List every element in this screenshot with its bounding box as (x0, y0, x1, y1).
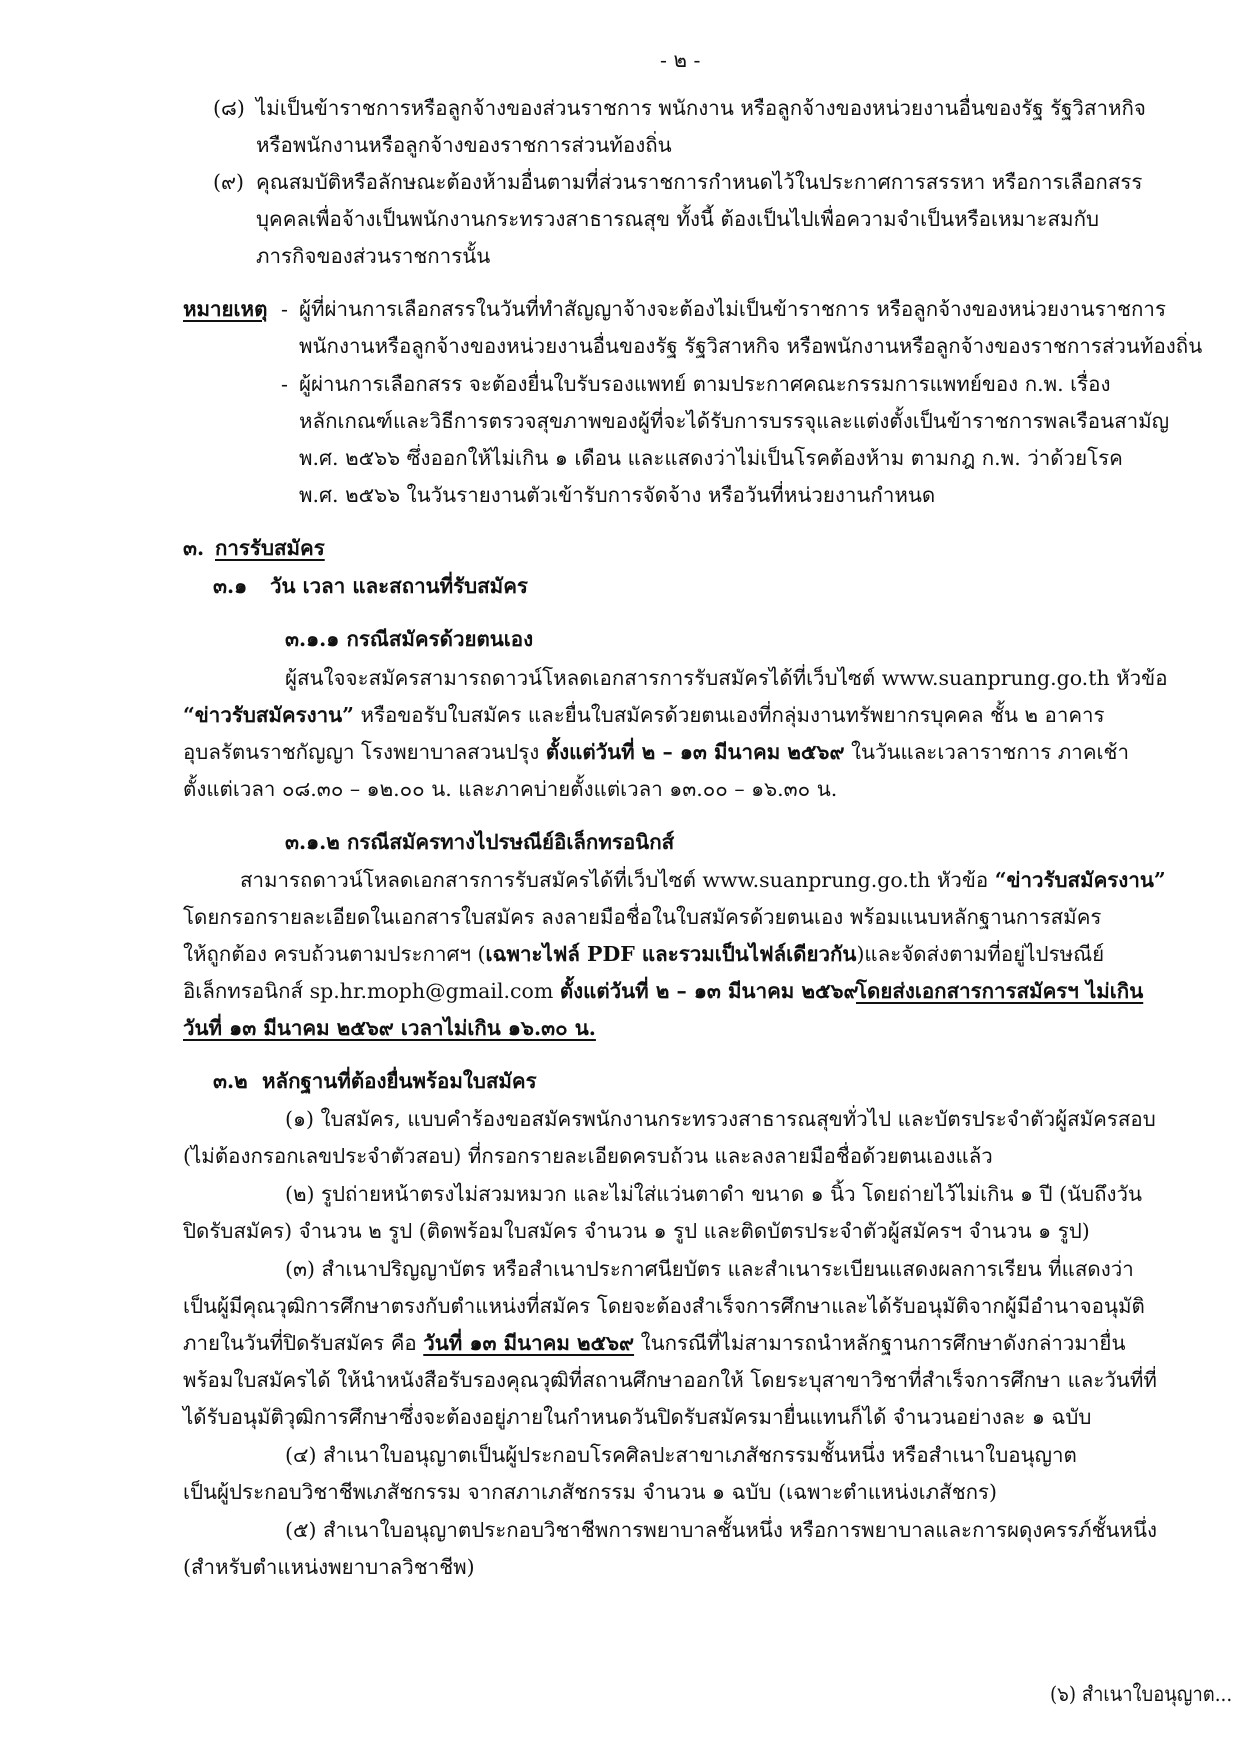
line-text: ภายในวันที่ปิดรับสมัคร คือ (183, 1331, 424, 1355)
document-item-2: ปิดรับสมัคร) จำนวน ๒ รูป (ติดพร้อมใบสมัคร จำนวน ๑ รูป และติดบัตรประจำตัวผู้สมัครฯ จำนวน ๑ รูป) (183, 1219, 1090, 1243)
qualification-9-line: ภารกิจของส่วนราชการนั้น (256, 244, 491, 268)
closing-date: วันที่ ๑๓ มีนาคม ๒๕๖๙ (423, 1331, 635, 1355)
section-3-1-2-line (183, 940, 1104, 968)
job-news-label: “ข่าวรับสมัครงาน” (994, 868, 1166, 892)
section-3-1-1-line: ผู้สนใจจะสมัครสามารถดาวน์โหลดเอกสารการรับสมัครได้ที่เว็บไซต์ www.suanprung.go.th หัวข้อ (285, 666, 1168, 690)
section-3-1-title: วัน เวลา และสถานที่รับสมัคร (270, 574, 528, 598)
section-3-1-1-line (183, 701, 1105, 729)
line-text: อุบลรัตนราชกัญญา โรงพยาบาลสวนปรุง (183, 740, 546, 764)
note-dash: - (281, 372, 288, 396)
section-3-1-2-line (183, 977, 859, 1005)
section-3-1-2-line (240, 866, 1166, 894)
section-3-1-2-line: โดยกรอกรายละเอียดในเอกสารใบสมัคร ลงลายมือชื่อในใบสมัครด้วยตนเอง พร้อมแนบหลักฐานการสมัคร (183, 905, 1102, 929)
qualification-8-line: ไม่เป็นข้าราชการหรือลูกจ้างของส่วนราชการ พนักงาน หรือลูกจ้างของหน่วยงานอื่นของรัฐ รัฐวิสาหกิจ (256, 96, 1146, 120)
line-text: หรือขอรับใบสมัคร และยื่นใบสมัครด้วยตนเองที่กลุ่มงานทรัพยากรบุคคล ชั้น ๒ อาคาร (353, 703, 1105, 727)
submission-deadline: วันที่ ๑๓ มีนาคม ๒๕๖๙ เวลาไม่เกิน ๑๖.๓๐ น. (183, 1016, 596, 1040)
line-text: สามารถดาวน์โหลดเอกสารการรับสมัครได้ที่เว็บไซต์ www.suanprung.go.th หัวข้อ (240, 868, 995, 892)
section-3-1-1-line: ตั้งแต่เวลา ๐๘.๓๐ – ๑๒.๐๐ น. และภาคบ่ายตั้งแต่เวลา ๑๓.๐๐ – ๑๖.๓๐ น. (183, 777, 838, 801)
note-line: ผู้ที่ผ่านการเลือกสรรในวันที่ทำสัญญาจ้างจะต้องไม่เป็นข้าราชการ หรือลูกจ้างของหน่วยงานราชการ (299, 297, 1166, 321)
pdf-requirement: เฉพาะไฟล์ PDF และรวมเป็นไฟล์เดียวกัน (485, 942, 857, 966)
section-3-1-number: ๓.๑ (213, 574, 248, 598)
document-item-3 (183, 1329, 1125, 1357)
submission-deadline: โดยส่งเอกสารการสมัครฯ ไม่เกิน (856, 979, 1144, 1003)
line-text: อิเล็กทรอนิกส์ sp.hr.moph@gmail.com (183, 979, 560, 1003)
document-item-5: (สำหรับตำแหน่งพยาบาลวิชาชีพ) (183, 1555, 475, 1579)
line-text: ให้ถูกต้อง ครบถ้วนตามประกาศฯ ( (183, 942, 486, 966)
document-item-1: (๑) ใบสมัคร, แบบคำร้องขอสมัครพนักงานกระทรวงสาธารณสุขทั่วไป และบัตรประจำตัวผู้สมัครสอบ (285, 1107, 1156, 1131)
qualification-9-line: คุณสมบัติหรือลักษณะต้องห้ามอื่นตามที่ส่วนราชการกำหนดไว้ในประกาศการสรรหา หรือการเลือกสรร (256, 170, 1143, 194)
continuation-text: (๖) สำเนาใบอนุญาต... (1050, 1682, 1233, 1706)
document-item-2: (๒) รูปถ่ายหน้าตรงไม่สวมหมวก และไม่ใส่แว่นตาดำ ขนาด ๑ นิ้ว โดยถ่ายไว้ไม่เกิน ๑ ปี (นับถึงวัน (285, 1182, 1143, 1206)
line-text: )และจัดส่งตามที่อยู่ไปรษณีย์ (856, 942, 1105, 966)
section-3-title: การรับสมัคร (215, 536, 325, 560)
section-3-1-1-line (183, 738, 1129, 766)
note-label: หมายเหตุ (183, 297, 268, 321)
section-3-number: ๓. (183, 536, 205, 560)
line-text: ในกรณีที่ไม่สามารถนำหลักฐานการศึกษาดังกล่าวมายื่น (634, 1331, 1126, 1355)
section-3-2-number: ๓.๒ (213, 1069, 248, 1093)
application-period: ตั้งแต่วันที่ ๒ – ๑๓ มีนาคม ๒๕๖๙ (545, 740, 845, 764)
qualification-9-line: บุคคลเพื่อจ้างเป็นพนักงานกระทรวงสาธารณสุข ทั้งนี้ ต้องเป็นไปเพื่อความจำเป็นหรือเหมาะสมกับ (256, 207, 1099, 231)
document-item-3: (๓) สำเนาปริญญาบัตร หรือสำเนาประกาศนียบัตร และสำเนาระเบียนแสดงผลการเรียน ที่แสดงว่า (285, 1257, 1134, 1281)
document-item-1: (ไม่ต้องกรอกเลขประจำตัวสอบ) ที่กรอกรายละเอียดครบถ้วน และลงลายมือชื่อด้วยตนเองแล้ว (183, 1144, 993, 1168)
note-line: พ.ศ. ๒๕๖๖ ในวันรายงานตัวเข้ารับการจัดจ้าง หรือวันที่หน่วยงานกำหนด (299, 483, 936, 507)
document-item-5: (๕) สำเนาใบอนุญาตประกอบวิชาชีพการพยาบาลชั้นหนึ่ง หรือการพยาบาลและการผดุงครรภ์ชั้นหนึ่ง (285, 1518, 1158, 1542)
document-item-4: เป็นผู้ประกอบวิชาชีพเภสัชกรรม จากสภาเภสัชกรรม จำนวน ๑ ฉบับ (เฉพาะตำแหน่งเภสัชกร) (183, 1480, 998, 1504)
page-number: - ๒ - (660, 48, 701, 72)
note-line: หลักเกณฑ์และวิธีการตรวจสุขภาพของผู้ที่จะได้รับการบรรจุและแต่งตั้งเป็นข้าราชการพลเรือนสามัญ (299, 409, 1170, 433)
line-text: ในวันและเวลาราชการ ภาคเช้า (844, 740, 1129, 764)
section-3-1-1-heading: ๓.๑.๑ กรณีสมัครด้วยตนเอง (285, 627, 534, 651)
qualification-8-line: หรือพนักงานหรือลูกจ้างของราชการส่วนท้องถิ่น (256, 133, 672, 157)
qualification-9-marker: (๙) (213, 170, 245, 194)
application-period: ตั้งแต่วันที่ ๒ – ๑๓ มีนาคม ๒๕๖๙ (559, 979, 859, 1003)
document-item-3: เป็นผู้มีคุณวุฒิการศึกษาตรงกับตำแหน่งที่สมัคร โดยจะต้องสำเร็จการศึกษาและได้รับอนุมัติจากผู้มีอำนาจอนุมัติ (183, 1294, 1145, 1318)
document-item-4: (๔) สำเนาใบอนุญาตเป็นผู้ประกอบโรคศิลปะสาขาเภสัชกรรมชั้นหนึ่ง หรือสำเนาใบอนุญาต (285, 1443, 1077, 1467)
note-dash: - (281, 297, 288, 321)
note-line: พ.ศ. ๒๕๖๖ ซึ่งออกให้ไม่เกิน ๑ เดือน และแสดงว่าไม่เป็นโรคต้องห้าม ตามกฎ ก.พ. ว่าด้วยโรค (299, 446, 1123, 470)
section-3-1-2-heading: ๓.๑.๒ กรณีสมัครทางไปรษณีย์อิเล็กทรอนิกส์ (285, 830, 675, 854)
qualification-8-marker: (๘) (213, 96, 245, 120)
job-news-label: “ข่าวรับสมัครงาน” (183, 703, 354, 727)
note-line: ผู้ผ่านการเลือกสรร จะต้องยื่นใบรับรองแพทย์ ตามประกาศคณะกรรมการแพทย์ของ ก.พ. เรื่อง (299, 372, 1111, 396)
document-item-3: พร้อมใบสมัครได้ ให้นำหนังสือรับรองคุณวุฒิที่สถานศึกษาออกให้ โดยระบุสาขาวิชาที่สำเร็จการศึกษา และวันที่ที่ (183, 1368, 1157, 1392)
note-line: พนักงานหรือลูกจ้างของหน่วยงานอื่นของรัฐ รัฐวิสาหกิจ หรือพนักงานหรือลูกจ้างของราชการส่วนท้องถิ่น (299, 334, 1203, 358)
section-3-2-title: หลักฐานที่ต้องยื่นพร้อมใบสมัคร (262, 1069, 537, 1093)
document-item-3: ได้รับอนุมัติวุฒิการศึกษาซึ่งจะต้องอยู่ภายในกำหนดวันปิดรับสมัครมายื่นแทนก็ได้ จำนวนอย่างละ ๑ ฉบับ (183, 1405, 1092, 1429)
